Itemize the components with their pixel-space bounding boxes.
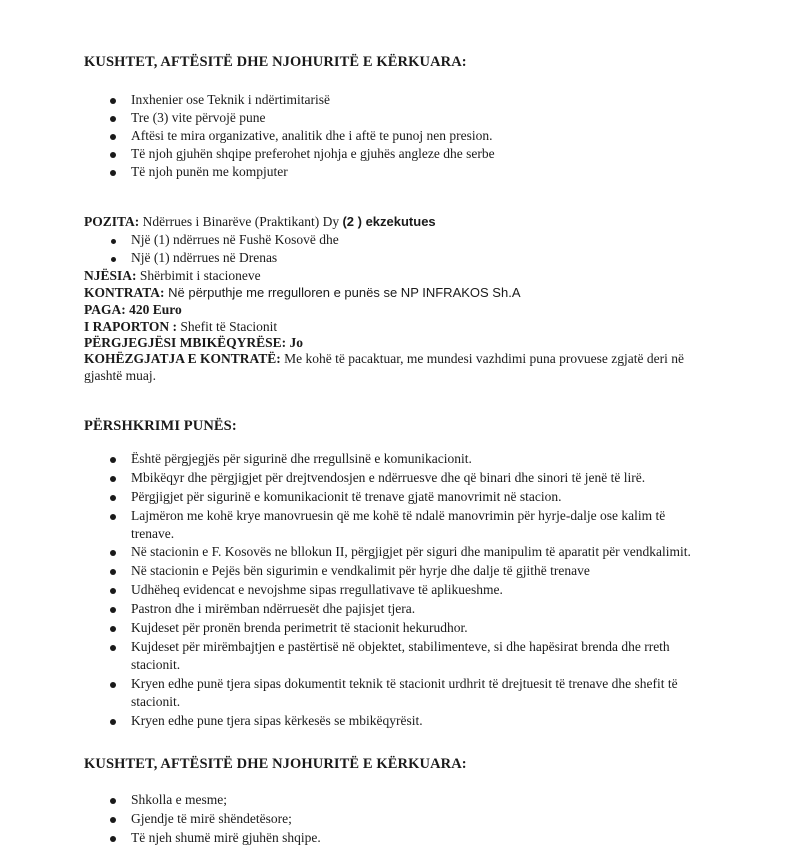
bullet-icon	[111, 257, 116, 262]
reports-value: Shefit të Stacionit	[177, 319, 278, 334]
salary-line	[84, 302, 182, 318]
bullet-icon	[110, 457, 116, 463]
unit-value: Shërbimit i stacioneve	[136, 268, 261, 283]
unit-label: NJËSIA:	[84, 268, 137, 283]
bullet-icon	[110, 836, 116, 842]
bullet-icon	[110, 626, 116, 632]
bullet-icon	[110, 495, 116, 501]
bullet-icon	[110, 170, 116, 176]
bullet-icon	[110, 152, 116, 158]
requirements-heading-2: KUSHTET, AFTËSITË DHE NJOHURITË E KËRKUARA:	[84, 756, 467, 772]
bullet-icon	[110, 588, 116, 594]
reports-label: I RAPORTON :	[84, 319, 178, 334]
contract-label: KONTRATA:	[84, 285, 165, 300]
bullet-icon	[110, 116, 116, 122]
position-line	[84, 214, 436, 230]
bullet-icon	[110, 719, 116, 725]
location-item: Një (1) ndërrues në Fushë Kosovë dhe	[131, 232, 339, 247]
bullet-icon	[110, 134, 116, 140]
duration-value: Me kohë të pacaktuar, me mundesi vazhdimi puna provuese zgjatë deri në	[280, 351, 684, 366]
unit-line	[84, 268, 261, 284]
duration-label: KOHËZGJATJA E KONTRATË:	[84, 351, 281, 366]
requirements-heading: KUSHTET, AFTËSITË DHE NJOHURITË E KËRKUARA:	[84, 54, 467, 70]
location-item: Një (1) ndërrues në Drenas	[131, 250, 278, 265]
reports-line	[84, 319, 277, 335]
bullet-icon	[110, 682, 116, 688]
contract-line	[84, 285, 521, 301]
position-label: POZITA:	[84, 214, 140, 229]
duration-line-continued: gjashtë muaj.	[84, 368, 156, 383]
bullet-icon	[110, 817, 116, 823]
bullet-icon	[110, 569, 116, 575]
bullet-icon	[111, 239, 116, 244]
supervisor-label: PËRGJEGJËSI MBIKËQYRËSE: Jo	[84, 335, 304, 350]
document-page: KUSHTET, AFTËSITË DHE NJOHURITË E KËRKUARA: Inxhenier ose Teknik i ndërtimitarisë Tre (3) vite përvojë pune Aftësi te mira organizative, analitik dhe i aftë te punoj nen presion. Të njoh gjuhën shqipe preferohet njohja e gjuhës angleze dhe serbe Të njoh punën me kompjuter POZITA: Ndërrues i Binarëve (Praktikant) Dy (2 ) ekzekutues Një (1) ndërrues në Fushë Kosovë dhe Një (1) ndërrues në Drenas NJËSIA: Shërbimit i stacioneve KONTRATA: Në përputhje me rregulloren e punës se NP INFRAKOS Sh.A PAGA: 420 Euro I RAPORTON : Shefit të Stacionit PËRGJEGJËSI MBIKËQYRËSE: Jo KOHËZGJATJA E KONTRATË: Me kohë të pacaktuar, me mundesi vazhdimi puna provuese zgjatë deri në gjashtë muaj. PËRSHKRIMI PUNËS: Është përgjegjës për sigurinë dhe rregullsinë e komunikacionit. Mbikëqyr dhe përgjigjet për drejtvendosjen e ndërruesve dhe që binari dhe sinori të jenë të lirë. Përgjigjet për sigurinë e komunikacionit të trenave gjatë manovrimit në stacion. Lajmëron me kohë krye manovruesin që me kohë të ndalë manovrimin për hyrje-dalje ose kalim të trenave. Në stacionin e F. Kosovës ne bllokun II, përgjigjet për siguri dhe manipulim të aparatit për vendkalimit. Në stacionin e Pejës bën sigurimin e vendkalimit për hyrje dhe dalje të gjithë trenave Udhëheq evidencat e nevojshme sipas rregullativave të aplikueshme. Pastron dhe i mirëmban ndërruesët dhe pajisjet tjera. Kujdeset për pronën brenda perimetrit të stacionit hekurudhor. Kujdeset për mirëmbajtjen e pastërtisë në objektet, stabilimenteve, si dhe hapësirat brenda dhe rreth stacionit. Kryen edhe punë tjera sipas dokumentit teknik të stacionit urdhrit të drejtuesit të trenave dhe shefit të stacionit. Kryen edhe pune tjera sipas kërkesës se mbikëqyrësit. KUSHTET, AFTËSITË DHE NJOHURITË E KËRKUARA: Shkolla e mesme; Gjendje të mirë shëndetësore; Të njeh shumë mirë gjuhën shqipe.	[84, 54, 691, 845]
contract-value: Në përputhje me rregulloren e punës se NP INFRAKOS Sh.A	[164, 285, 521, 300]
bullet-icon	[110, 798, 116, 804]
bullet-icon	[110, 476, 116, 482]
bullet-icon	[110, 514, 116, 520]
bullet-icon	[110, 550, 116, 556]
job-description-heading: PËRSHKRIMI PUNËS:	[84, 418, 237, 434]
bullet-icon	[110, 607, 116, 613]
duration-line	[84, 351, 684, 367]
salary-label: PAGA: 420 Euro	[84, 302, 182, 317]
position-count: (2 ) ekzekutues	[342, 214, 436, 229]
position-value: Ndërrues i Binarëve (Praktikant) Dy	[139, 214, 343, 229]
bullet-icon	[110, 645, 116, 651]
supervisor-line	[84, 335, 303, 351]
bullet-icon	[110, 98, 116, 104]
